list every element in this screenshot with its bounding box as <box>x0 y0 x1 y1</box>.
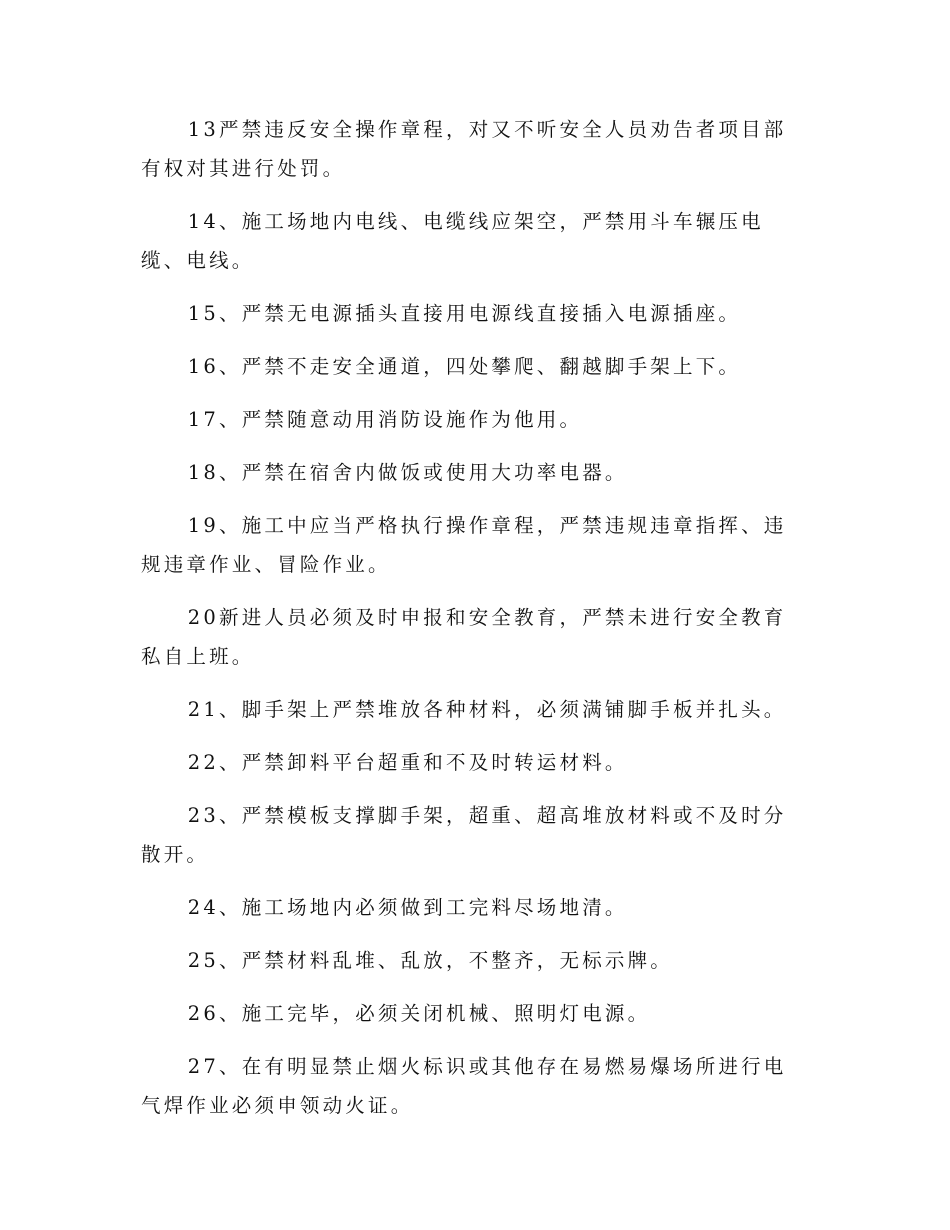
rule-item-27: 27、在有明显禁止烟火标识或其他存在易燃易爆场所进行电气焊作业必须申领动火证。 <box>141 1055 787 1117</box>
rule-item-24: 24、施工场地内必须做到工完料尽场地清。 <box>187 896 628 919</box>
rule-item-16: 16、严禁不走安全通道，四处攀爬、翻越脚手架上下。 <box>187 355 742 378</box>
rule-item-13: 13严禁违反安全操作章程，对又不听安全人员劝告者项目部有权对其进行处罚。 <box>141 118 787 180</box>
rule-item-19: 19、施工中应当严格执行操作章程，严禁违规违章指挥、违规违章作业、冒险作业。 <box>141 514 787 576</box>
rule-item-15: 15、严禁无电源插头直接用电源线直接插入电源插座。 <box>187 302 742 325</box>
rule-item-20: 20新进人员必须及时申报和安全教育，严禁未进行安全教育私自上班。 <box>141 606 787 668</box>
rule-item-22: 22、严禁卸料平台超重和不及时转运材料。 <box>187 751 628 774</box>
rule-item-14: 14、施工场地内电线、电缆线应架空，严禁用斗车辗压电缆、电线。 <box>141 210 764 272</box>
rule-item-25: 25、严禁材料乱堆、乱放，不整齐，无标示牌。 <box>187 949 674 972</box>
rule-item-21: 21、脚手架上严禁堆放各种材料，必须满铺脚手板并扎头。 <box>187 698 787 721</box>
rule-item-26: 26、施工完毕，必须关闭机械、照明灯电源。 <box>187 1002 651 1025</box>
rule-item-18: 18、严禁在宿舍内做饭或使用大功率电器。 <box>187 461 628 484</box>
rule-item-23: 23、严禁模板支撑脚手架，超重、超高堆放材料或不及时分散开。 <box>141 804 787 866</box>
rule-item-17: 17、严禁随意动用消防设施作为他用。 <box>187 408 583 431</box>
